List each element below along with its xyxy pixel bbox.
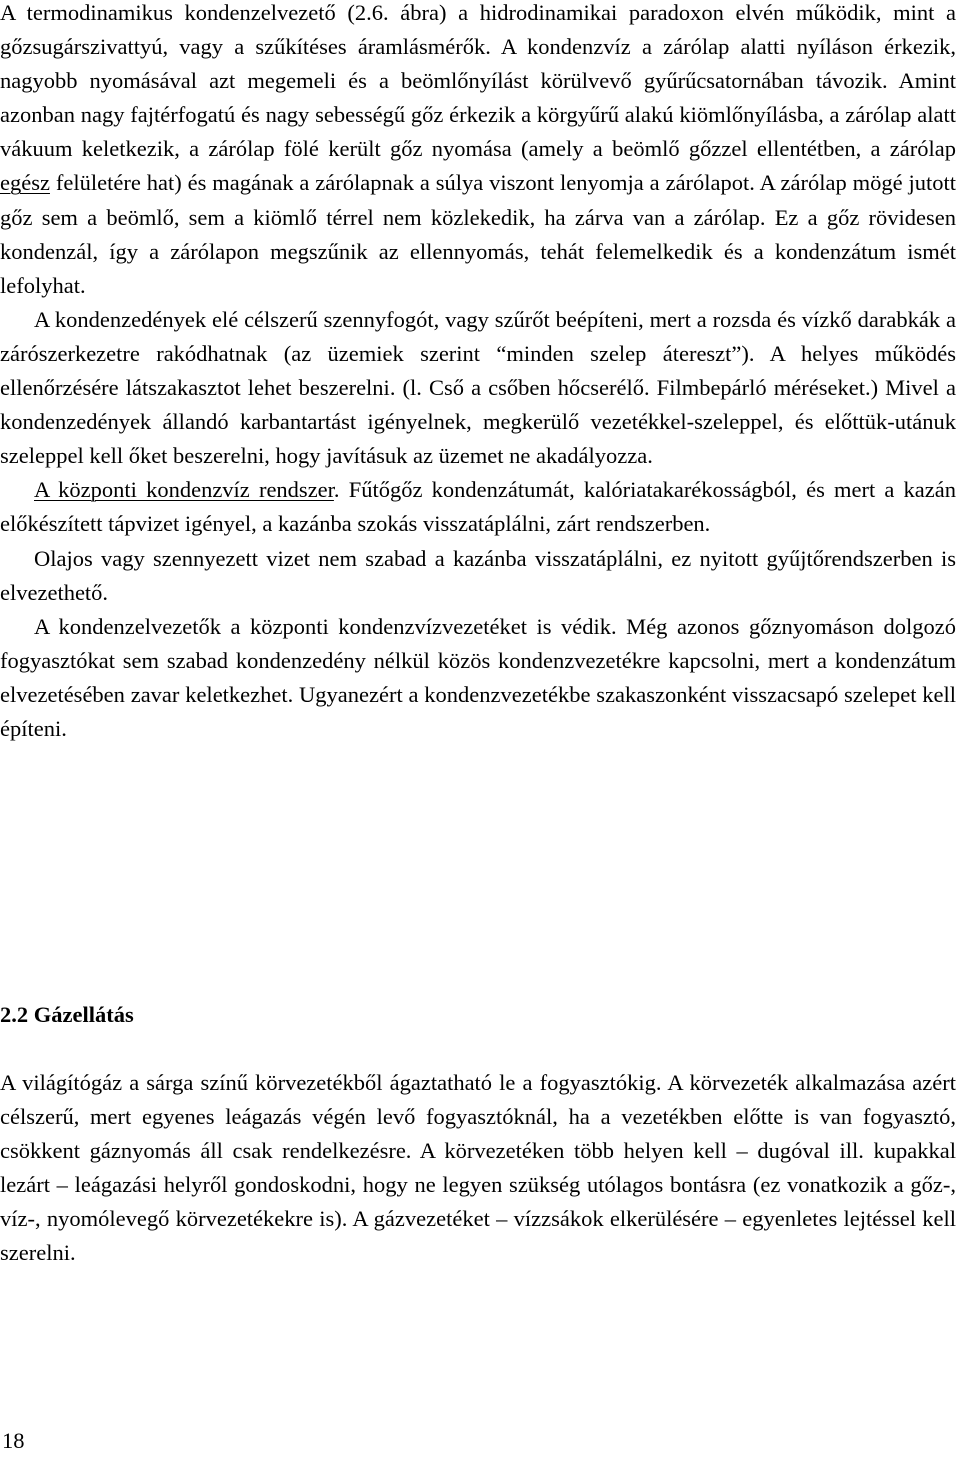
paragraph-thermodynamic-trap — [0, 0, 956, 303]
paragraph-text: felületére hat) és magának a zárólapnak a súlya viszont lenyomja a zárólapot. A zárólap mögé jutott gőz sem a beömlő, sem a kiömlő térrel nem közlekedik, ha zárva van a zárólap. Ez a gőz rövidesen kondenzál, így a zárólapon megszűnik az ellennyomás, tehát felemelkedik és a kondenzátum ismét lefolyhat. — [0, 170, 956, 298]
section-heading: 2.2 Gázellátás — [0, 1002, 134, 1027]
paragraph-gas-supply: A világítógáz a sárga színű körvezetékből ágaztatható le a fogyasztókig. A körvezeték alkalmazása azért célszerű, mert egyenes leágazás végén levő fogyasztóknál, ha a vezetékben előtte is van fogyasztó, csökkent gáznyomás áll csak rendelkezésre. A körvezetéken több helyen kell – dugóval ill. kupakkal lezárt – leágazási helyről gondoskodni, hogy ne legyen szükség utólagos bontásra (ez vonatkozik a gőz-, víz-, nyomólevegő körvezetékekre is). A gázvezetéket – vízzsákok elkerülésére – egyenletes lejtéssel kell szerelni. — [0, 1070, 956, 1266]
paragraph-condensate-drains: A kondenzelvezetők a központi kondenzvízvezetéket is védik. Még azonos gőznyomáson dolgozó fogyasztókat sem szabad kondenzedény nélkül közös kondenzvezetékre kapcsolni, mert a kondenzátum elvezetésében zavar keletkezhet. Ugyanezért a kondenzvezetékbe szakaszonként visszacsapó szelepet kell építeni. — [0, 613, 956, 741]
page-number: 18 — [2, 1428, 25, 1453]
underlined-subheading: A központi kondenzvíz rendszer — [34, 477, 334, 503]
paragraph-text: . Fűtőgőz kondenzátumát, kalóriatakarékosságból, és mert a kazán előkészített tápvizet igényel, a kazánba szokás visszatáplálni, zárt rendszerben. — [0, 477, 956, 537]
paragraph-central-condensate — [0, 473, 956, 541]
paragraph-text: A termodinamikus kondenzelvezető (2.6. ábra) a hidrodinamikai paradoxon elvén működik, mint a gőzsugárszivattyú, vagy a szűkítéses áramlásmérők. A kondenzvíz a zárólap alatti nyíláson érkezik, nagyobb nyomásával azt megemeli és a beömlőnyílást körülvevő gyűrűcsatornában távozik. Amint azonban nagy fajtérfogatú és nagy sebességű gőz érkezik a körgyűrű alakú kiömlőnyílásba, a zárólap alatt vákuum keletkezik, a zárólap fölé került gőz nyomása (amely a beömlő gőzzel ellentétben, a zárólap — [0, 0, 956, 162]
paragraph-oily-water: Olajos vagy szennyezett vizet nem szabad a kazánba visszatáplálni, ez nyitott gyűjtőrendszerben is elvezethető. — [0, 545, 956, 605]
paragraph-strainer: A kondenzedények elé célszerű szennyfogót, vagy szűrőt beépíteni, mert a rozsda és vízkő darabkák a zárószerkezetre rakódhatnak (az üzemiek szerint “minden szelep átereszt”). A helyes működés ellenőrzésére látszakasztot lehet beszerelni. (l. Cső a csőben hőcserélő. Filmbepárló méréseket.) Mivel a kondenzedények állandó karbantartást igényelnek, megkerülő vezetékkel-szeleppel, és előttük-utánuk szeleppel kell őket beszerelni, hogy javításuk az üzemet ne akadályozza. — [0, 306, 956, 469]
underlined-word: egész — [0, 170, 50, 196]
